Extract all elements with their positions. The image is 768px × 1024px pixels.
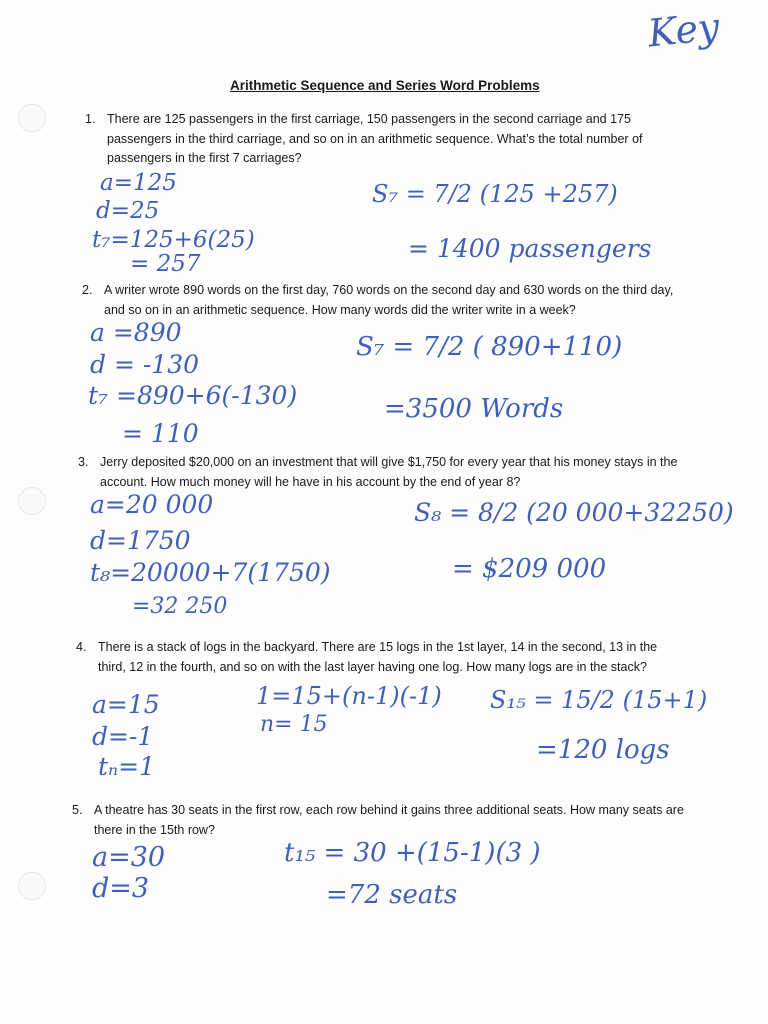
q4-work-sum: S₁₅ = 15/2 (15+1) bbox=[490, 686, 708, 714]
q4-work-tn: tₙ=1 bbox=[98, 752, 156, 781]
q4-work-a: a=15 bbox=[92, 690, 160, 719]
q2-work-d: d = -130 bbox=[90, 350, 200, 379]
q3-work-tn-result: =32 250 bbox=[132, 594, 228, 619]
punch-hole-top bbox=[18, 104, 46, 132]
question-5 bbox=[72, 801, 684, 840]
question-text: A writer wrote 890 words on the first day, 760 words on the second day and 630 words on the third day, and so on in an arithmetic sequence. How many words did the writer write in a week? bbox=[104, 283, 674, 317]
question-text: Jerry deposited $20,000 on an investment that will give $1,750 for every year that his money stays in the account. How much money will he have in his account by the end of year 8? bbox=[100, 455, 678, 489]
q5-work-d: d=3 bbox=[92, 873, 150, 904]
q3-work-answer: = $209 000 bbox=[452, 554, 607, 584]
question-text: A theatre has 30 seats in the first row, each row behind it gains three additional seats. How many seats are there in the 15th row? bbox=[94, 803, 684, 837]
q2-work-answer: =3500 Words bbox=[384, 394, 564, 424]
q4-work-answer: =120 logs bbox=[536, 735, 670, 765]
q1-work-tn-result: = 257 bbox=[130, 251, 201, 277]
question-number: 3. bbox=[78, 455, 89, 469]
q4-work-equation: 1=15+(n-1)(-1) bbox=[256, 682, 442, 710]
q3-work-tn: t₈=20000+7(1750) bbox=[90, 558, 331, 587]
q2-work-tn: t₇ =890+6(-130) bbox=[88, 381, 298, 410]
q4-work-n: n= 15 bbox=[260, 712, 328, 737]
q5-work-a: a=30 bbox=[92, 842, 166, 873]
q5-work-tn: t₁₅ = 30 +(15-1)(3 ) bbox=[284, 838, 541, 868]
q1-work-answer: = 1400 passengers bbox=[408, 234, 652, 263]
question-1 bbox=[85, 110, 687, 169]
punch-hole-middle bbox=[18, 487, 46, 515]
q1-work-tn: t₇=125+6(25) bbox=[92, 227, 255, 253]
question-4 bbox=[76, 638, 688, 677]
q1-work-sum: S₇ = 7/2 (125 +257) bbox=[372, 180, 618, 208]
q3-work-d: d=1750 bbox=[90, 526, 191, 555]
q4-work-d: d=-1 bbox=[92, 722, 154, 751]
question-number: 4. bbox=[76, 640, 87, 654]
q2-work-sum: S₇ = 7/2 ( 890+110) bbox=[356, 332, 623, 362]
q2-work-a: a =890 bbox=[90, 318, 182, 347]
q5-work-answer: =72 seats bbox=[326, 880, 458, 910]
q3-work-a: a=20 000 bbox=[90, 490, 214, 519]
question-2 bbox=[82, 281, 689, 320]
answer-key-label: Key bbox=[645, 4, 722, 56]
question-number: 2. bbox=[82, 283, 93, 297]
q3-work-sum: S₈ = 8/2 (20 000+32250) bbox=[414, 498, 734, 527]
question-text: There are 125 passengers in the first carriage, 150 passengers in the second carriage and 175 passengers in the third carriage, and so on in an arithmetic sequence. What’s the total number of passengers in the first 7 carriages? bbox=[107, 112, 643, 165]
worksheet-title: Arithmetic Sequence and Series Word Problems bbox=[230, 78, 540, 93]
question-3 bbox=[78, 453, 680, 492]
question-number: 1. bbox=[85, 112, 96, 126]
punch-hole-bottom bbox=[18, 872, 46, 900]
q2-work-tn-result: = 110 bbox=[122, 419, 199, 448]
q1-work-d: d=25 bbox=[96, 198, 160, 224]
question-number: 5. bbox=[72, 803, 83, 817]
q1-work-a: a=125 bbox=[100, 170, 177, 196]
question-text: There is a stack of logs in the backyard. There are 15 logs in the 1st layer, 14 in the second, 13 in the third, 12 in the fourth, and so on with the last layer having one log. How many logs are in the stack? bbox=[98, 640, 658, 674]
